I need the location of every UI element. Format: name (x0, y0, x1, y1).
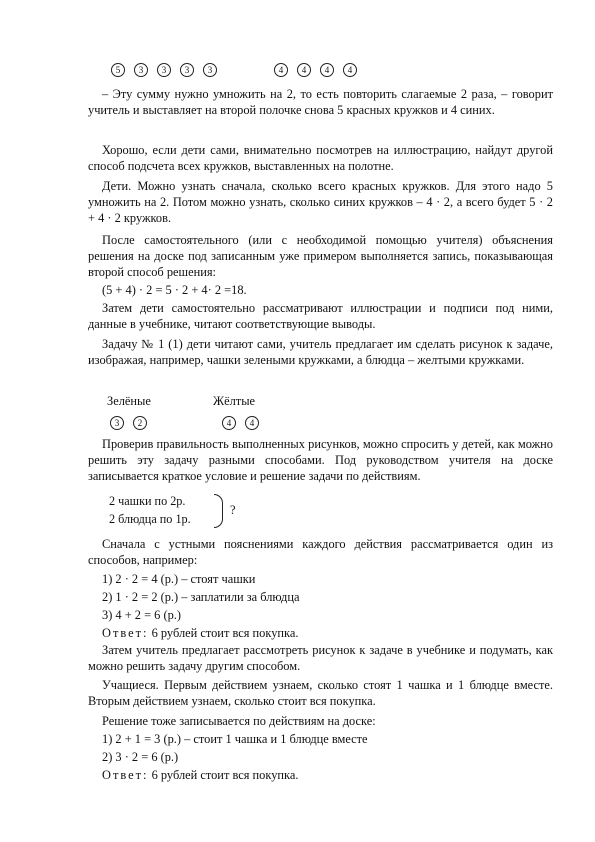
condition-question: ? (230, 503, 236, 517)
circle-mark: 4 (245, 416, 259, 430)
answer-text: 6 рублей стоит вся покупка. (148, 626, 299, 640)
circle-mark: 4 (343, 63, 357, 77)
circle-mark: 5 (111, 63, 125, 77)
circles-row-top-left (111, 63, 217, 77)
answer-label: Ответ: (102, 768, 149, 782)
circle-mark: 4 (297, 63, 311, 77)
paragraph-6: Задачу № 1 (1) дети читают сами, учитель предлагает им сделать рисунок к задаче, изображая, например, чашки зелеными кружками, а блюдца – желтыми кружками. (88, 337, 553, 368)
paragraph-10: Учащиеся. Первым действием узнаем, сколько стоят 1 чашка и 1 блюдце вместе. Вторым действием узнаем, сколько стоит вся покупка. (88, 678, 553, 709)
circles-yellow (222, 416, 259, 430)
paragraph-2: Хорошо, если дети сами, внимательно посмотрев на иллюстрацию, найдут другой способ подсчета всех кружков, выставленных на полотне. (88, 143, 553, 174)
label-green: Зелёные (107, 394, 151, 408)
paragraph-8: Сначала с устными пояснениями каждого действия рассматривается один из способов, например: (88, 537, 553, 568)
paragraph-5: Затем дети самостоятельно рассматривают иллюстрации и подписи под ними, данные в учебнике, читают соответствующие выводы. (88, 301, 553, 332)
brace-icon (214, 494, 223, 528)
paragraph-9: Затем учитель предлагает рассмотреть рисунок к задаче в учебнике и подумать, как можно решить задачу другим способом. (88, 643, 553, 674)
step-1: 1) 2 · 2 = 4 (р.) – стоят чашки (102, 572, 256, 586)
answer-1 (102, 625, 298, 641)
circle-mark: 3 (180, 63, 194, 77)
answer-label: Ответ: (102, 626, 149, 640)
circles-row-top-right (274, 63, 357, 77)
circle-mark: 4 (222, 416, 236, 430)
condition-line-2: 2 блюдца по 1р. (109, 512, 191, 526)
paragraph-7: Проверив правильность выполненных рисунков, можно спросить у детей, как можно решить эту задачу разными способами. Под руководством учителя на доске записывается краткое условие и решение задачи по действиям. (88, 437, 553, 484)
step-3: 3) 4 + 2 = 6 (р.) (102, 608, 182, 622)
paragraph-11: Решение тоже записывается по действиям на доске: (102, 714, 376, 728)
paragraph-1: – Эту сумму нужно умножить на 2, то есть повторить слагаемые 2 раза, – говорит учитель и выставляет на второй полочке снова 5 красных кружков и 4 синих. (88, 87, 553, 118)
circle-mark: 3 (110, 416, 124, 430)
label-yellow: Жёлтые (213, 394, 256, 408)
circles-green (110, 416, 147, 430)
circle-mark: 2 (133, 416, 147, 430)
condition-line-1: 2 чашки по 2р. (109, 494, 186, 508)
paragraph-4: После самостоятельного (или с необходимой помощью учителя) объяснения решения на доске под записанным уже примером выполняется запись, показывающая второй способ решения: (88, 233, 553, 280)
circle-mark: 4 (320, 63, 334, 77)
step2-1: 1) 2 + 1 = 3 (р.) – стоит 1 чашка и 1 блюдце вместе (102, 732, 368, 746)
circle-mark: 3 (203, 63, 217, 77)
answer-2 (102, 767, 298, 783)
circle-mark: 3 (134, 63, 148, 77)
answer-text: 6 рублей стоит вся покупка. (148, 768, 299, 782)
paragraph-3: Дети. Можно узнать сначала, сколько всего красных кружков. Для этого надо 5 умножить на 2. Потом можно узнать, сколько синих кружков – 4 · 2, а всего будет 5 · 2 + 4 · 2 кружков. (88, 179, 553, 226)
circle-mark: 4 (274, 63, 288, 77)
circle-mark: 3 (157, 63, 171, 77)
step2-2: 2) 3 · 2 = 6 (р.) (102, 750, 179, 764)
formula: (5 + 4) · 2 = 5 · 2 + 4· 2 =18. (102, 283, 247, 297)
step-2: 2) 1 · 2 = 2 (р.) – заплатили за блюдца (102, 590, 300, 604)
